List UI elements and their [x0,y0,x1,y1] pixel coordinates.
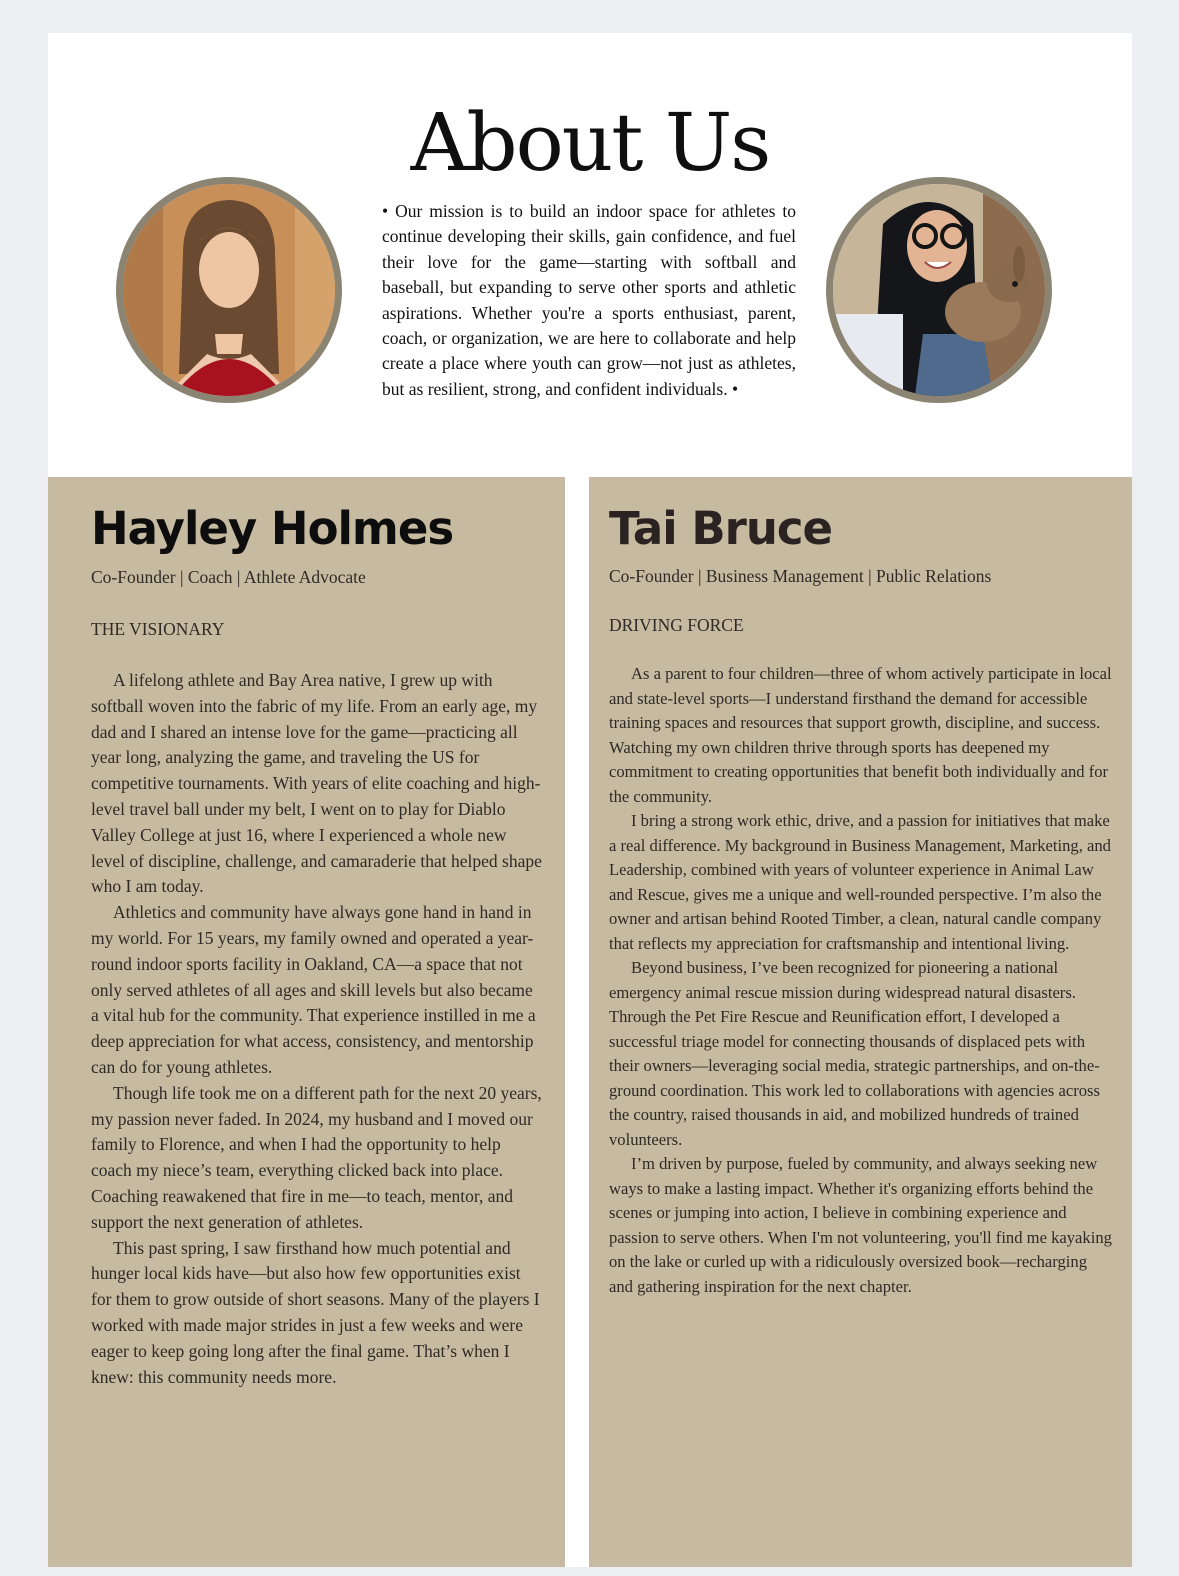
profile-tagline: THE VISIONARY [91,619,225,639]
tai-bruce-photo [826,177,1052,403]
profile-role: Co-Founder | Business Management | Public Relations [609,566,992,586]
mission-statement: • Our mission is to build an indoor space for athletes to continue developing their skills, gain confidence, and fuel their love for the game—starting with softball and baseball, but expanding to serve other sports and athletic aspirations. Whether you're a sports enthusiast, parent, coach, or organization, we are here to collaborate and help create a place where youth can grow—not just as athletes, but as resilient, strong, and confident individuals. • [382,201,796,399]
about-page [48,33,1132,1567]
bio-paragraph: Beyond business, I’ve been recognized for pioneering a national emergency animal rescue mission during widespread natural disasters. Through the Pet Fire Rescue and Reunification effort, I developed a successful triage model for connecting thousands of displaced pets with their owners—leveraging social media, strategic partnerships, and on-the-ground coordination. This work led to collaborations with agencies across the country, raised thousands in aid, and mobilized hundreds of trained volunteers. [609,958,1100,1149]
bio-paragraph: As a parent to four children—three of whom actively participate in local and state-level sports—I understand firsthand the demand for accessible training spaces and resources that support growth, discipline, and success. Watching my own children thrive through sports has deepened my commitment to creating opportunities that benefit both individually and for the community. [609,664,1112,806]
profile-bio [91,668,543,1390]
page-title: About Us [410,96,770,189]
column-divider [565,477,589,1567]
bio-paragraph: This past spring, I saw firsthand how much potential and hunger local kids have—but also how few opportunities exist for them to grow outside of short seasons. Many of the players I worked with made major strides in just a few weeks and were eager to keep going long after the final game. That’s when I knew: this community needs more. [91,1237,540,1387]
profile-tagline: DRIVING FORCE [609,615,744,635]
bio-paragraph: Athletics and community have always gone hand in hand in my world. For 15 years, my family owned and operated a year-round indoor sports facility in Oakland, CA—a space that not only served athletes of all ages and skill levels but also became a vital hub for the community. That experience instilled in me a deep appreciation for what access, consistency, and mentorship can do for young athletes. [91,902,536,1077]
bio-paragraph: I bring a strong work ethic, drive, and a passion for initiatives that make a real difference. My background in Business Management, Marketing, and Leadership, combined with years of volunteer experience in Animal Law and Rescue, gives me a unique and well-rounded perspective. I’m also the owner and artisan behind Rooted Timber, a clean, natural candle company that reflects my appreciation for craftsmanship and intentional living. [609,811,1111,953]
hayley-holmes-photo [116,177,342,403]
profile-bio [609,662,1112,1299]
profile-role: Co-Founder | Coach | Athlete Advocate [91,567,366,587]
profile-card-tai-bruce [589,477,1132,1567]
profile-name: Tai Bruce [609,502,833,555]
bio-paragraph: Though life took me on a different path for the next 20 years, my passion never faded. In 2024, my husband and I moved our family to Florence, and when I had the opportunity to help coach my niece’s team, everything clicked back into place. Coaching reawakened that fire in me—to teach, mentor, and support the next generation of athletes. [91,1082,542,1232]
portrait-image [833,184,1045,396]
bio-paragraph: A lifelong athlete and Bay Area native, I grew up with softball woven into the fabric of my life. From an early age, my dad and I shared an intense love for the game—practicing all year long, analyzing the game, and traveling the US for competitive tournaments. With years of elite coaching and high-level travel ball under my belt, I went on to play for Diablo Valley College at just 16, where I experienced a whole new level of discipline, challenge, and camaraderie that helped shape who I am today. [91,670,542,897]
profile-card-hayley-holmes [48,477,565,1567]
portrait-image [123,184,335,396]
profile-name: Hayley Holmes [91,502,454,555]
bio-paragraph: I’m driven by purpose, fueled by community, and always seeking new ways to make a lasting impact. Whether it's organizing efforts behind the scenes or jumping into action, I believe in combining experience and passion to serve others. When I'm not volunteering, you'll find me kayaking on the lake or curled up with a ridiculously oversized book—recharging and gathering inspiration for the next chapter. [609,1154,1112,1296]
